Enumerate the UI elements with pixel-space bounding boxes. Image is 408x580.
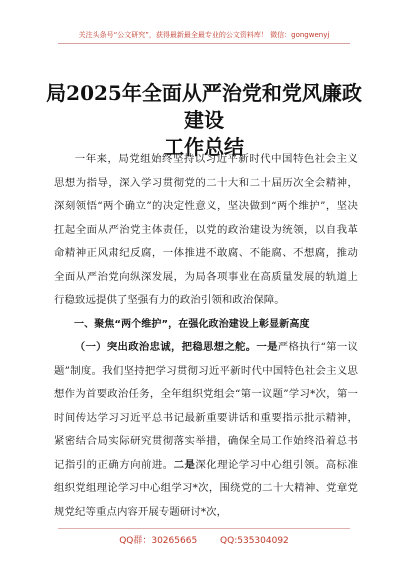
title-line-1: 局2025年全面从严治党和党风廉政建设 — [46, 81, 362, 132]
section-heading-1: 一、聚焦“两个维护”，在强化政治建设上彰显新高度 — [74, 318, 310, 330]
point-marker-1: 一是 — [256, 341, 278, 353]
point-marker-2: 二是 — [173, 458, 196, 471]
document-body — [54, 148, 358, 524]
subsection-label: （一）突出政治忠诚，把稳思想之舵。 — [74, 341, 257, 353]
header-divider — [58, 43, 350, 44]
subsection-paragraph-1 — [54, 336, 358, 524]
point-text-2: 深化理论学习中心组引领。高标准组织党组理论学习中心组学习*次，围绕党的二十大精神、党章党规党纪等重点内容开展专题研讨*次， — [54, 458, 359, 518]
footer-divider — [58, 528, 350, 529]
title-line-2: 工作总结 — [164, 135, 244, 159]
header-promo-note: 关注头条号“公文研究”，获得最新最全最专业的公文资料库！ 微信：gongwenyj — [78, 31, 330, 39]
footer-qq: QQ:535304092 — [220, 536, 289, 546]
footer-qq-group: QQ群：30265665 — [119, 536, 198, 546]
point-text-1: 严格执行“第一议题”制度。我们坚持把学习贯彻习近平新时代中国特色社会主义思想作为首要政治任务，全年组织党组会“第一议题”学习*次，第一时间传达学习习近平总书记最新重要讲话和重要指示批示精神，紧密结合局实际研究贯彻落实举措，确保全局工作始终沿着总书记指引的正确方向前进。 — [54, 341, 358, 471]
intro-paragraph: 一年来，局党组始终坚持以习近平新时代中国特色社会主义思想为指导，深入学习贯彻党的二十大和二十届历次全会精神，深刻领悟“两个确立”的决定性意义，坚决做到“两个维护”，坚决扛起全面从严治党主体责任，以党的政治建设为统领，以自我革命精神正风肃纪反腐，一体推进不敢腐、不能腐、不想腐，推动全面从严治党向纵深发展，为局各项事业在高质量发展的轨道上行稳致远提供了坚强有力的政治引领和政治保障。 — [54, 153, 358, 306]
footer-contact — [0, 533, 408, 546]
